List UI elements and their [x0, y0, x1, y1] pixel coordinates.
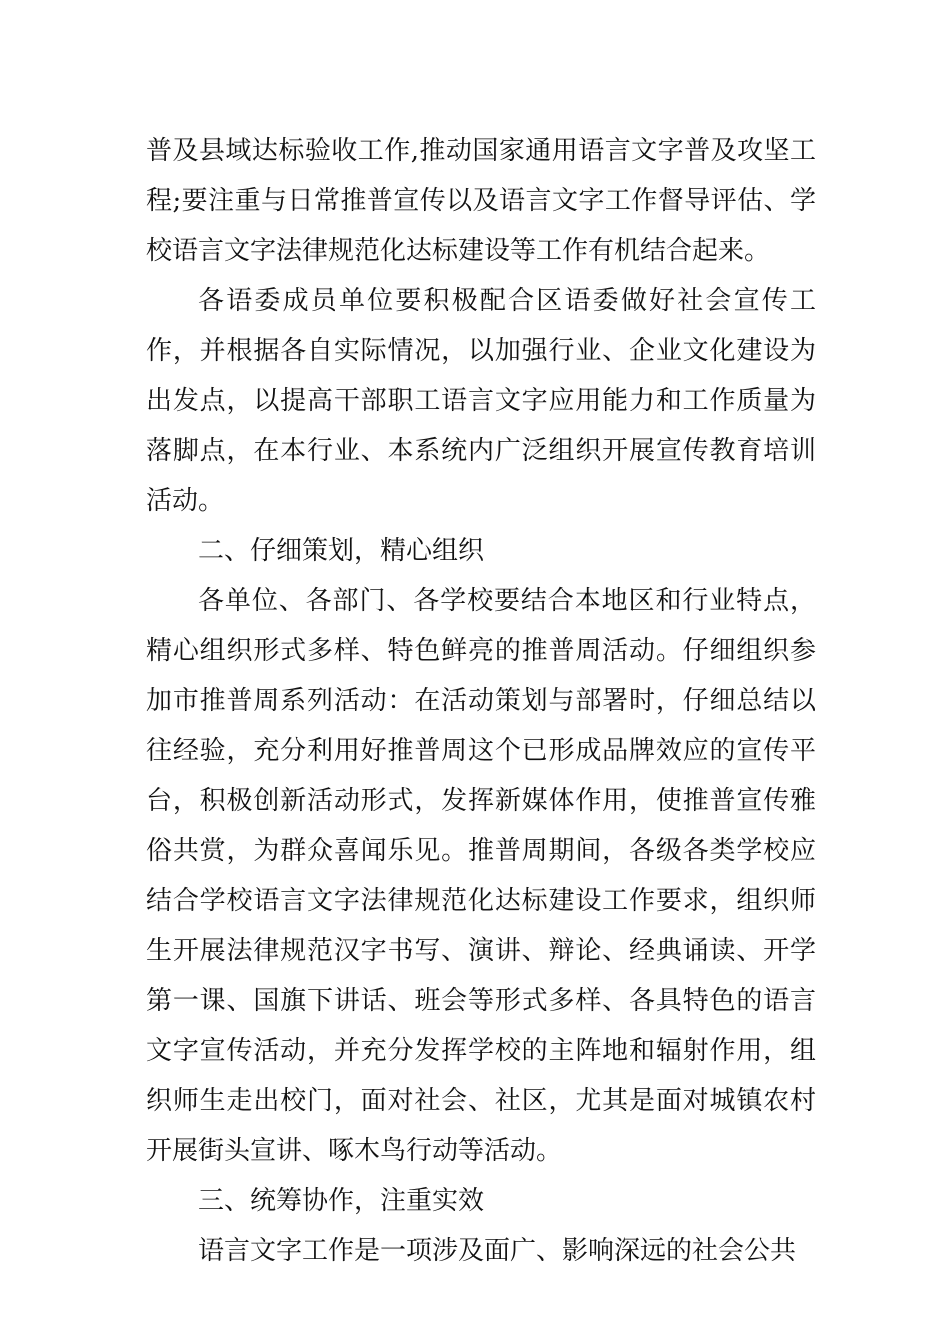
- document-body: [146, 126, 816, 1276]
- section-heading-two: 二、仔细策划，精心组织: [198, 536, 485, 566]
- paragraph-activities: 各单位、各部门、各学校要结合本地区和行业特点，精心组织形式多样、特色鲜亮的推普周活动。仔细组织参加市推普周系列活动：在活动策划与部署时，仔细总结以往经验，充分利用好推普周这个已形成品牌效应的宣传平台，积极创新活动形式，发挥新媒体作用，使推普宣传雅俗共赏，为群众喜闻乐见。推普周期间，各级各类学校应结合学校语言文字法律规范化达标建设工作要求，组织师生开展法律规范汉字书写、演讲、辩论、经典诵读、开学第一课、国旗下讲话、班会等形式多样、各具特色的语言文字宣传活动，并充分发挥学校的主阵地和辐射作用，组织师生走出校门，面对社会、社区，尤其是面对城镇农村开展街头宣讲、啄木鸟行动等活动。: [146, 586, 816, 1166]
- paragraph-language-work: 语言文字工作是一项涉及面广、影响深远的社会公共: [198, 1236, 797, 1266]
- section-heading-three: 三、统筹协作，注重实效: [198, 1186, 485, 1216]
- paragraph-continuation: 普及县域达标验收工作,推动国家通用语言文字普及攻坚工程;要注重与日常推普宣传以及语言文字工作督导评估、学校语言文字法律规范化达标建设等工作有机结合起来。: [146, 136, 816, 266]
- paragraph-member-units: 各语委成员单位要积极配合区语委做好社会宣传工作，并根据各自实际情况，以加强行业、企业文化建设为出发点，以提高干部职工语言文字应用能力和工作质量为落脚点，在本行业、本系统内广泛组织开展宣传教育培训活动。: [146, 286, 816, 516]
